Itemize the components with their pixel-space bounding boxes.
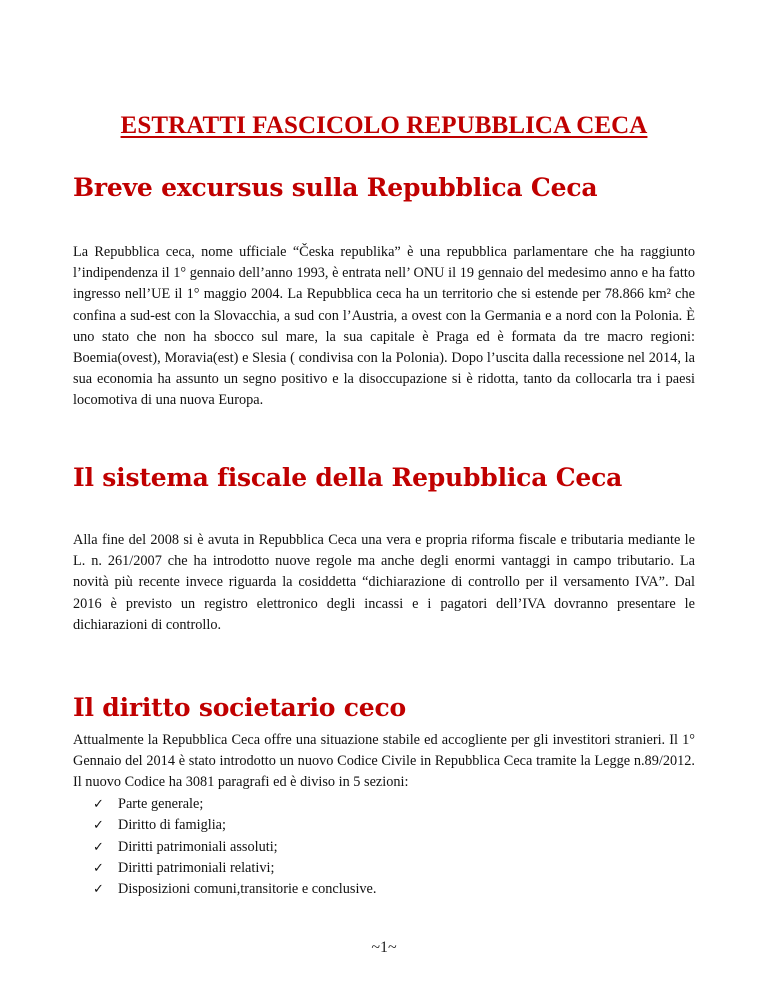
section-body-diritto-societario: Attualmente la Repubblica Ceca offre una situazione stabile ed accogliente per gli investitori stranieri. Il 1° Gennaio del 2014 è stato introdotto un nuovo Codice Civile in Repubblica Ceca tramite la Legge n.89/2012. Il nuovo Codice ha 3081 paragrafi ed è diviso in 5 sezioni:: [73, 732, 695, 791]
section-heading-excursus: Breve excursus sulla Repubblica Ceca: [73, 173, 598, 202]
list-item: [93, 858, 376, 879]
code-sections-list: [93, 794, 376, 900]
check-mark-icon: ✓: [93, 839, 104, 855]
page-number: ~1~: [371, 939, 397, 956]
list-item-label: Parte generale;: [118, 796, 204, 812]
check-mark-icon: ✓: [93, 860, 104, 876]
section-heading-sistema-fiscale: Il sistema fiscale della Repubblica Ceca: [73, 463, 623, 492]
list-item-label: Diritto di famiglia;: [118, 817, 227, 834]
list-item: [93, 879, 376, 900]
check-mark-icon: ✓: [93, 818, 104, 834]
list-item: [93, 837, 376, 858]
list-item-label: Disposizioni comuni,transitorie e conclusive.: [118, 881, 377, 898]
list-item-label: Diritti patrimoniali assoluti;: [118, 838, 278, 855]
section-heading-diritto-societario: Il diritto societario ceco: [73, 693, 407, 722]
check-mark-icon: ✓: [93, 797, 104, 812]
list-item: [93, 815, 376, 836]
section-body-sistema-fiscale: Alla fine del 2008 si è avuta in Repubblica Ceca una vera e propria riforma fiscale e tributaria mediante le L. n. 261/2007 che ha introdotto nuove regole ma anche degli enormi vantaggi in campo tributario. La novità più recente invece riguarda la cosiddetta “dichiarazione di controllo per il versamento IVA”. Dal 2016 è previsto un registro elettronico degli incassi e i pagatori dell’IVA dovranno presentare le dichiarazioni di controllo.: [73, 532, 695, 633]
check-mark-icon: ✓: [93, 882, 104, 898]
document-title: ESTRATTI FASCICOLO REPUBBLICA CECA: [120, 112, 648, 139]
list-item-label: Diritti patrimoniali relativi;: [118, 859, 275, 876]
list-item: [93, 794, 376, 815]
section-body-excursus: La Repubblica ceca, nome ufficiale “Česka republika” è una repubblica parlamentare che ha raggiunto l’indipendenza il 1° gennaio dell’anno 1993, è entrata nell’ ONU il 19 gennaio del medesimo anno e ha fatto ingresso nell’UE il 1° maggio 2004. La Repubblica ceca ha un territorio che si estende per 78.866 km² che confina a sud-est con la Slovacchia, a sud con l’Austria, a ovest con la Germania e a nord con la Polonia. È uno stato che non ha sbocco sul mare, la sua capitale è Praga ed è formata da tre macro regioni: Boemia(ovest), Moravia(est) e Slesia ( condivisa con la Polonia). Dopo l’uscita dalla recessione nel 2014, la sua economia ha assunto un segno positivo e la disoccupazione si è ridotta, tanto da collocarla tra i paesi locomotiva di una nuova Europa.: [73, 244, 695, 409]
